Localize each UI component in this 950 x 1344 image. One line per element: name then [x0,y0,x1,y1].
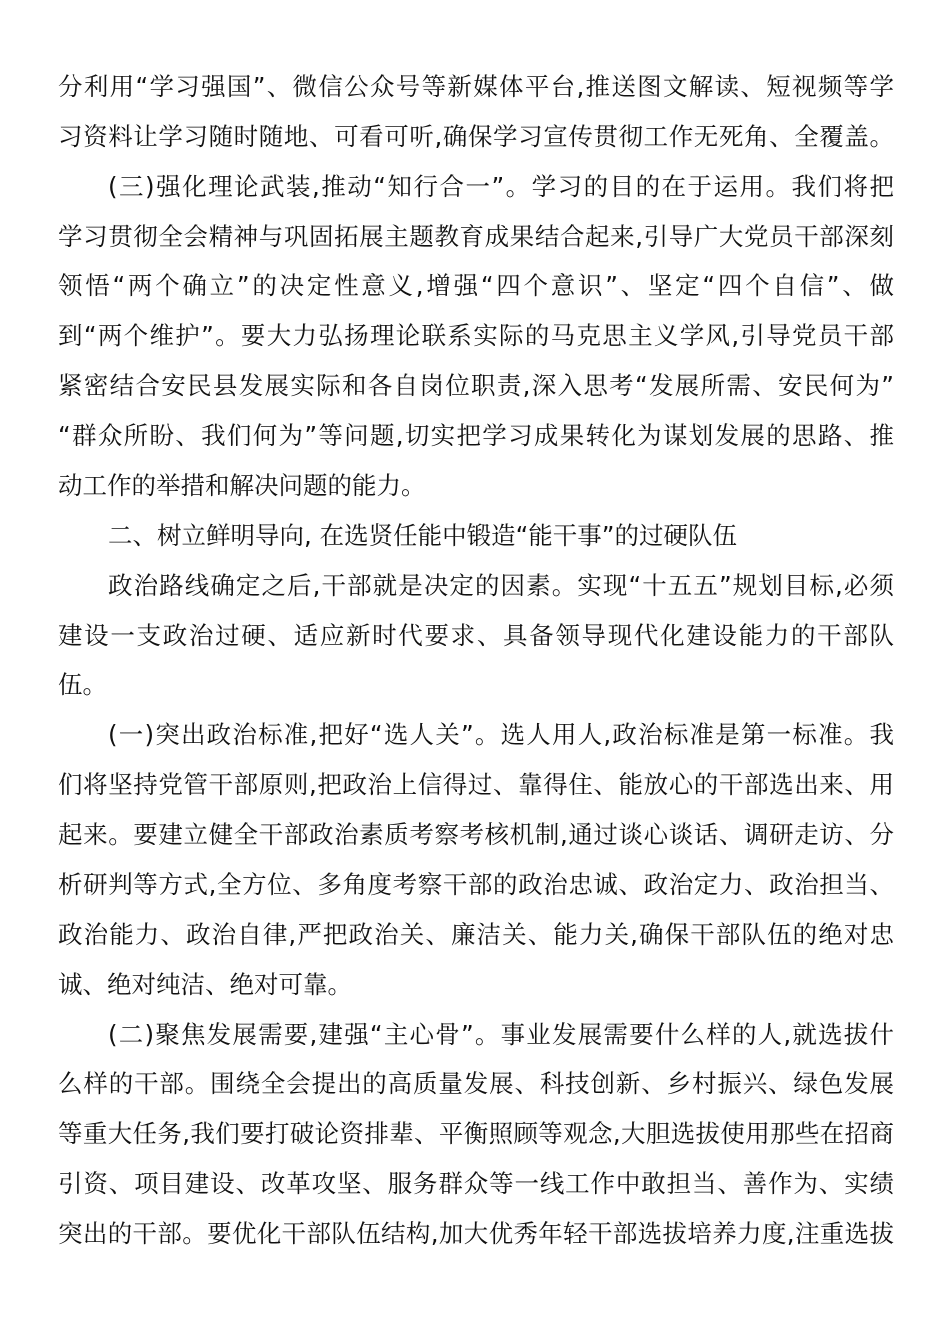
paragraph-first-line: 政治路线确定之后,干部就是决定的因素。实现“十五五”规划目标,必须 [108,570,894,600]
paragraph-first-line: (一)突出政治标准,把好“选人关”。选人用人,政治标准是第一标准。我 [108,720,894,750]
paragraph-line: 动工作的举措和解决问题的能力。 [58,470,426,500]
paragraph-line: 领悟“两个确立”的决定性意义,增强“四个意识”、坚定“四个自信”、做 [58,271,894,301]
paragraph-line: 等重大任务,我们要打破论资排辈、平衡照顾等观念,大胆选拔使用那些在招商 [58,1119,894,1149]
paragraph-line: 引资、项目建设、改革攻坚、服务群众等一线工作中敢担当、善作为、实绩 [58,1169,894,1199]
paragraph-line: 起来。要建立健全干部政治素质考察考核机制,通过谈心谈话、调研走访、分 [58,820,894,850]
paragraph-line: 政治能力、政治自律,严把政治关、廉洁关、能力关,确保干部队伍的绝对忠 [58,919,894,949]
paragraph-first-line: (三)强化理论武装,推动“知行合一”。学习的目的在于运用。我们将把 [108,171,894,201]
paragraph-line: 诚、绝对纯洁、绝对可靠。 [58,969,352,999]
paragraph-line: 紧密结合安民县发展实际和各自岗位职责,深入思考“发展所需、安民何为” [58,371,894,401]
paragraph-line: 析研判等方式,全方位、多角度考察干部的政治忠诚、政治定力、政治担当、 [58,869,894,899]
paragraph-line: 建设一支政治过硬、适应新时代要求、具备领导现代化建设能力的干部队 [58,620,894,650]
paragraph-line: “群众所盼、我们何为”等问题,切实把学习成果转化为谋划发展的思路、推 [58,421,894,451]
paragraph-line: 么样的干部。围绕全会提出的高质量发展、科技创新、乡村振兴、绿色发展 [58,1069,894,1099]
paragraph-line: 学习贯彻全会精神与巩固拓展主题教育成果结合起来,引导广大党员干部深刻 [58,221,894,251]
paragraph-first-line: (二)聚焦发展需要,建强“主心骨”。事业发展需要什么样的人,就选拔什 [108,1019,894,1049]
paragraph-line: 到“两个维护”。要大力弘扬理论联系实际的马克思主义学风,引导党员干部 [58,321,894,351]
paragraph-line: 伍。 [58,670,107,700]
paragraph-line: 突出的干部。要优化干部队伍结构,加大优秀年轻干部选拔培养力度,注重选拔 [58,1219,894,1248]
paragraph-line: 们将坚持党管干部原则,把政治上信得过、靠得住、能放心的干部选出来、用 [58,770,894,800]
paragraph-line: 习资料让学习随时随地、可看可听,确保学习宣传贯彻工作无死角、全覆盖。 [58,121,894,151]
paragraph-first-line: 二、树立鲜明导向, 在选贤任能中锻造“能干事”的过硬队伍 [108,520,737,550]
paragraph-line: 分利用“学习强国”、微信公众号等新媒体平台,推送图文解读、短视频等学 [58,72,894,101]
